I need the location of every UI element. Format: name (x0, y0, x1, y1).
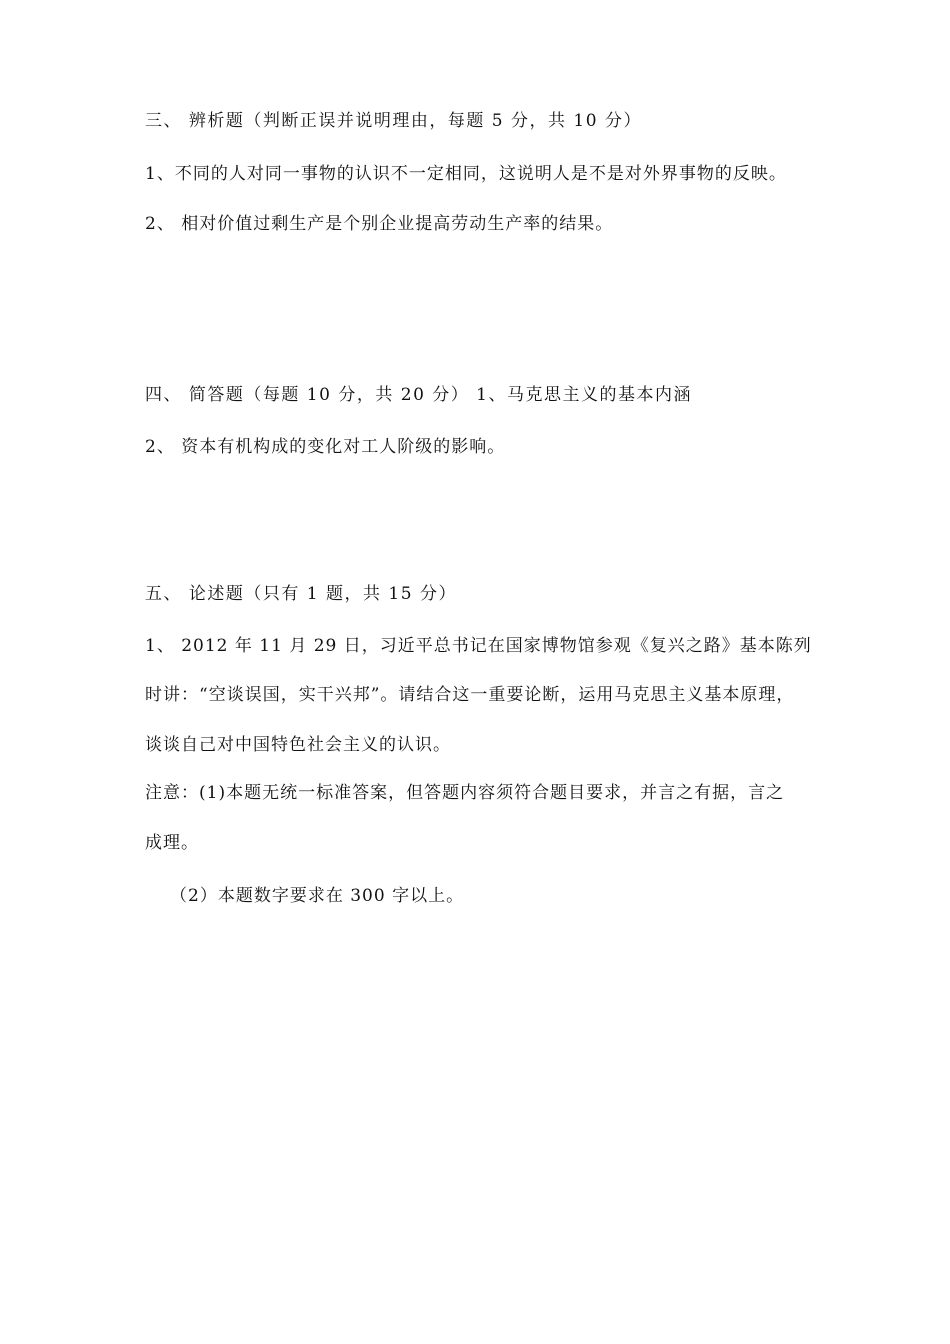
section-5-question-line-3: 谈谈自己对中国特色社会主义的认识。 (145, 735, 451, 755)
section-4-item-2: 2、 资本有机构成的变化对工人阶级的影响。 (145, 437, 506, 457)
section-5-question-line-1: 1、 2012 年 11 月 29 日，习近平总书记在国家博物馆参观《复兴之路》基本陈列 (145, 636, 812, 656)
section-3-item-1: 1、不同的人对同一事物的认识不一定相同，这说明人是不是对外界事物的反映。 (145, 164, 787, 184)
section-4-heading: 四、 简答题（每题 10 分，共 20 分） 1、马克思主义的基本内涵 (145, 385, 693, 405)
section-5-heading: 五、 论述题（只有 1 题，共 15 分） (145, 584, 457, 604)
section-5-note-line-2: 成理。 (145, 833, 199, 853)
section-5-question-line-2: 时讲：“空谈误国，实干兴邦”。请结合这一重要论断，运用马克思主义基本原理， (145, 685, 795, 705)
section-5-note-2: （2）本题数字要求在 300 字以上。 (170, 886, 465, 906)
section-3-item-2: 2、 相对价值过剩生产是个别企业提高劳动生产率的结果。 (145, 214, 614, 234)
section-3-heading: 三、 辨析题（判断正误并说明理由，每题 5 分，共 10 分） (145, 111, 642, 131)
section-5-note-line-1: 注意：(1)本题无统一标准答案，但答题内容须符合题目要求，并言之有据，言之 (145, 783, 785, 803)
